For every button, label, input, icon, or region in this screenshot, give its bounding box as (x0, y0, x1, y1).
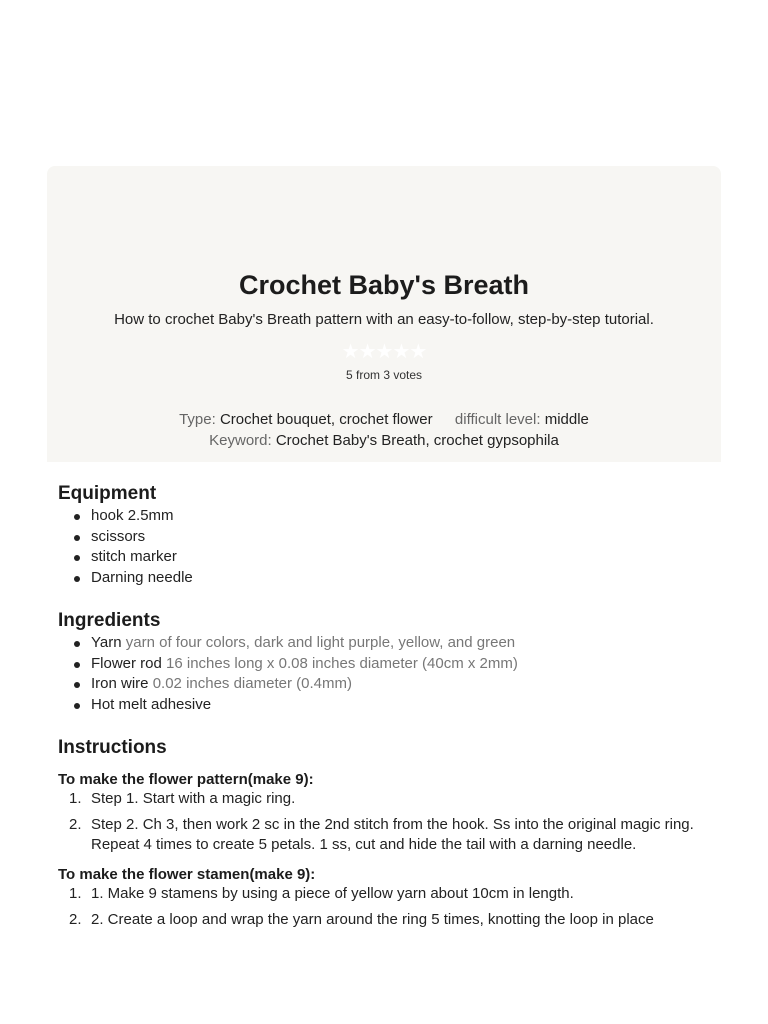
star-icon[interactable]: ★ (341, 341, 359, 363)
instruction-group-title: To make the flower stamen(make 9): (58, 866, 316, 883)
recipe-meta-type-level (47, 411, 721, 428)
instruction-step (58, 815, 698, 855)
step-text: 2. Create a loop and wrap the yarn around the ring 5 times, knotting the loop in place (91, 911, 654, 928)
list-item: scissors (58, 527, 193, 548)
list-item (58, 695, 518, 716)
rating-stars[interactable] (47, 342, 721, 362)
type-label: Type: (179, 411, 216, 428)
ingredient-name: Flower rod (91, 654, 162, 672)
equipment-title: Equipment (58, 483, 157, 504)
step-number: 2. (69, 911, 82, 928)
recipe-title: Crochet Baby's Breath (239, 270, 529, 300)
list-item (58, 654, 518, 675)
recipe-summary: How to crochet Baby's Breath pattern with an easy-to-follow, step-by-step tutorial. (114, 311, 654, 328)
step-number: 1. (69, 790, 82, 807)
ingredient-name: Yarn (91, 634, 122, 651)
keyword-label: Keyword: (209, 432, 272, 449)
instruction-group-title: To make the flower pattern(make 9): (58, 771, 314, 788)
instruction-step (58, 910, 698, 930)
list-item (58, 674, 518, 695)
level-value: middle (544, 411, 589, 428)
ingredient-name: Iron wire (91, 675, 149, 692)
star-icon[interactable]: ★ (358, 341, 376, 363)
ingredients-list (58, 633, 518, 715)
rating-votes: 5 from 3 votes (345, 368, 423, 382)
instructions-title: Instructions (58, 737, 167, 758)
list-item (58, 633, 518, 654)
step-number: 1. (69, 885, 82, 902)
instruction-steps (58, 884, 698, 936)
recipe-meta-keyword (47, 432, 721, 449)
instruction-step (58, 884, 698, 904)
ingredient-name: Hot melt adhesive (91, 695, 212, 713)
list-item: hook 2.5mm (58, 506, 193, 527)
ingredients-title: Ingredients (58, 610, 161, 631)
instruction-steps (58, 789, 698, 861)
ingredient-note: 16 inches long x 0.08 inches diameter (40cm x 2mm) (166, 654, 518, 672)
step-text: 1. Make 9 stamens by using a piece of yellow yarn about 10cm in length. (91, 885, 574, 902)
star-icon[interactable]: ★ (375, 341, 393, 363)
keyword-value: Crochet Baby's Breath, crochet gypsophila (275, 432, 559, 449)
ingredient-note: 0.02 inches diameter (0.4mm) (152, 675, 352, 692)
step-text: Step 2. Ch 3, then work 2 sc in the 2nd stitch from the hook. Ss into the original magic ring. Repeat 4 times to create 5 petals. 1 ss, cut and hide the tail with a darning needle. (91, 816, 694, 853)
ingredient-note: yarn of four colors, dark and light purple, yellow, and green (125, 634, 516, 651)
step-number: 2. (69, 816, 82, 833)
level-label: difficult level: (454, 411, 541, 428)
star-icon[interactable]: ★ (392, 341, 410, 363)
list-item: stitch marker (58, 547, 193, 568)
equipment-list (58, 506, 193, 588)
type-value: Crochet bouquet, crochet flower (219, 411, 433, 428)
instruction-step (58, 789, 698, 809)
star-icon[interactable]: ★ (409, 341, 427, 363)
step-text: Step 1. Start with a magic ring. (91, 790, 296, 807)
list-item: Darning needle (58, 568, 193, 589)
recipe-header (47, 166, 721, 462)
